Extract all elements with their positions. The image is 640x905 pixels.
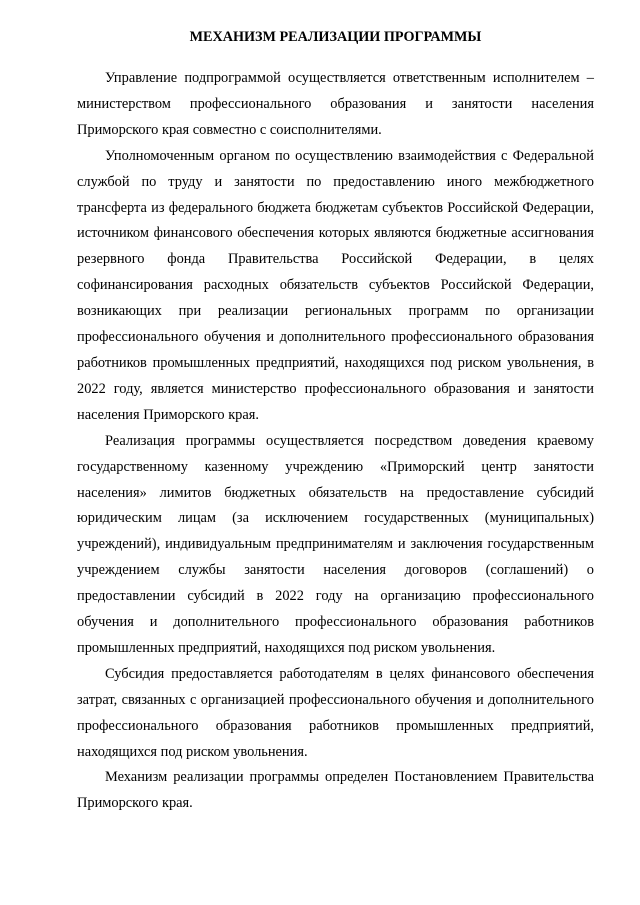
paragraph-authorized-body: Уполномоченным органом по осуществлению взаимодействия с Федеральной службой по труду и занятости по предоставлению иного межбюджетного трансферта из федерального бюджета бюджетам субъектов Российской Федерации, источником финансового обеспечения которых являются бюджетные ассигнования резервного фонда Правительства Российской Федерации, в целях софинансирования расходных обязательств субъектов Российской Федерации, возникающих при реализации региональных программ по организации профессионального обучения и дополнительного профессионального образования работников промышленных предприятий, находящихся под риском увольнения, в 2022 году, является министерство профессионального образования и занятости населения Приморского края.: [77, 147, 594, 423]
paragraph-subsidy: Субсидия предоставляется работодателям в целях финансового обеспечения затрат, связанных с организацией профессионального обучения и дополнительного профессионального образования работников промышленных предприятий, находящихся под риском увольнения.: [77, 665, 594, 760]
paragraph-management: Управление подпрограммой осуществляется ответственным исполнителем – министерством профессионального образования и занятости населения Приморского края совместно с соисполнителями.: [77, 70, 594, 138]
paragraph-mechanism: Механизм реализации программы определен Постановлением Правительства Приморского края.: [77, 769, 594, 812]
page-title: МЕХАНИЗМ РЕАЛИЗАЦИИ ПРОГРАММЫ: [189, 29, 482, 45]
paragraph-implementation: Реализация программы осуществляется посредством доведения краевому государственному казенному учреждению «Приморский центр занятости населения» лимитов бюджетных обязательств на предоставление субсидий юридическим лицам (за исключением государственных (муниципальных) учреждений), индивидуальным предпринимателям и заключения государственным учреждением службы занятости населения договоров (соглашений) о предоставлении субсидий в 2022 году на организацию профессионального обучения и дополнительного профессионального образования работников промышленных предприятий, находящихся под риском увольнения.: [77, 432, 594, 656]
document-page: [77, 27, 594, 817]
